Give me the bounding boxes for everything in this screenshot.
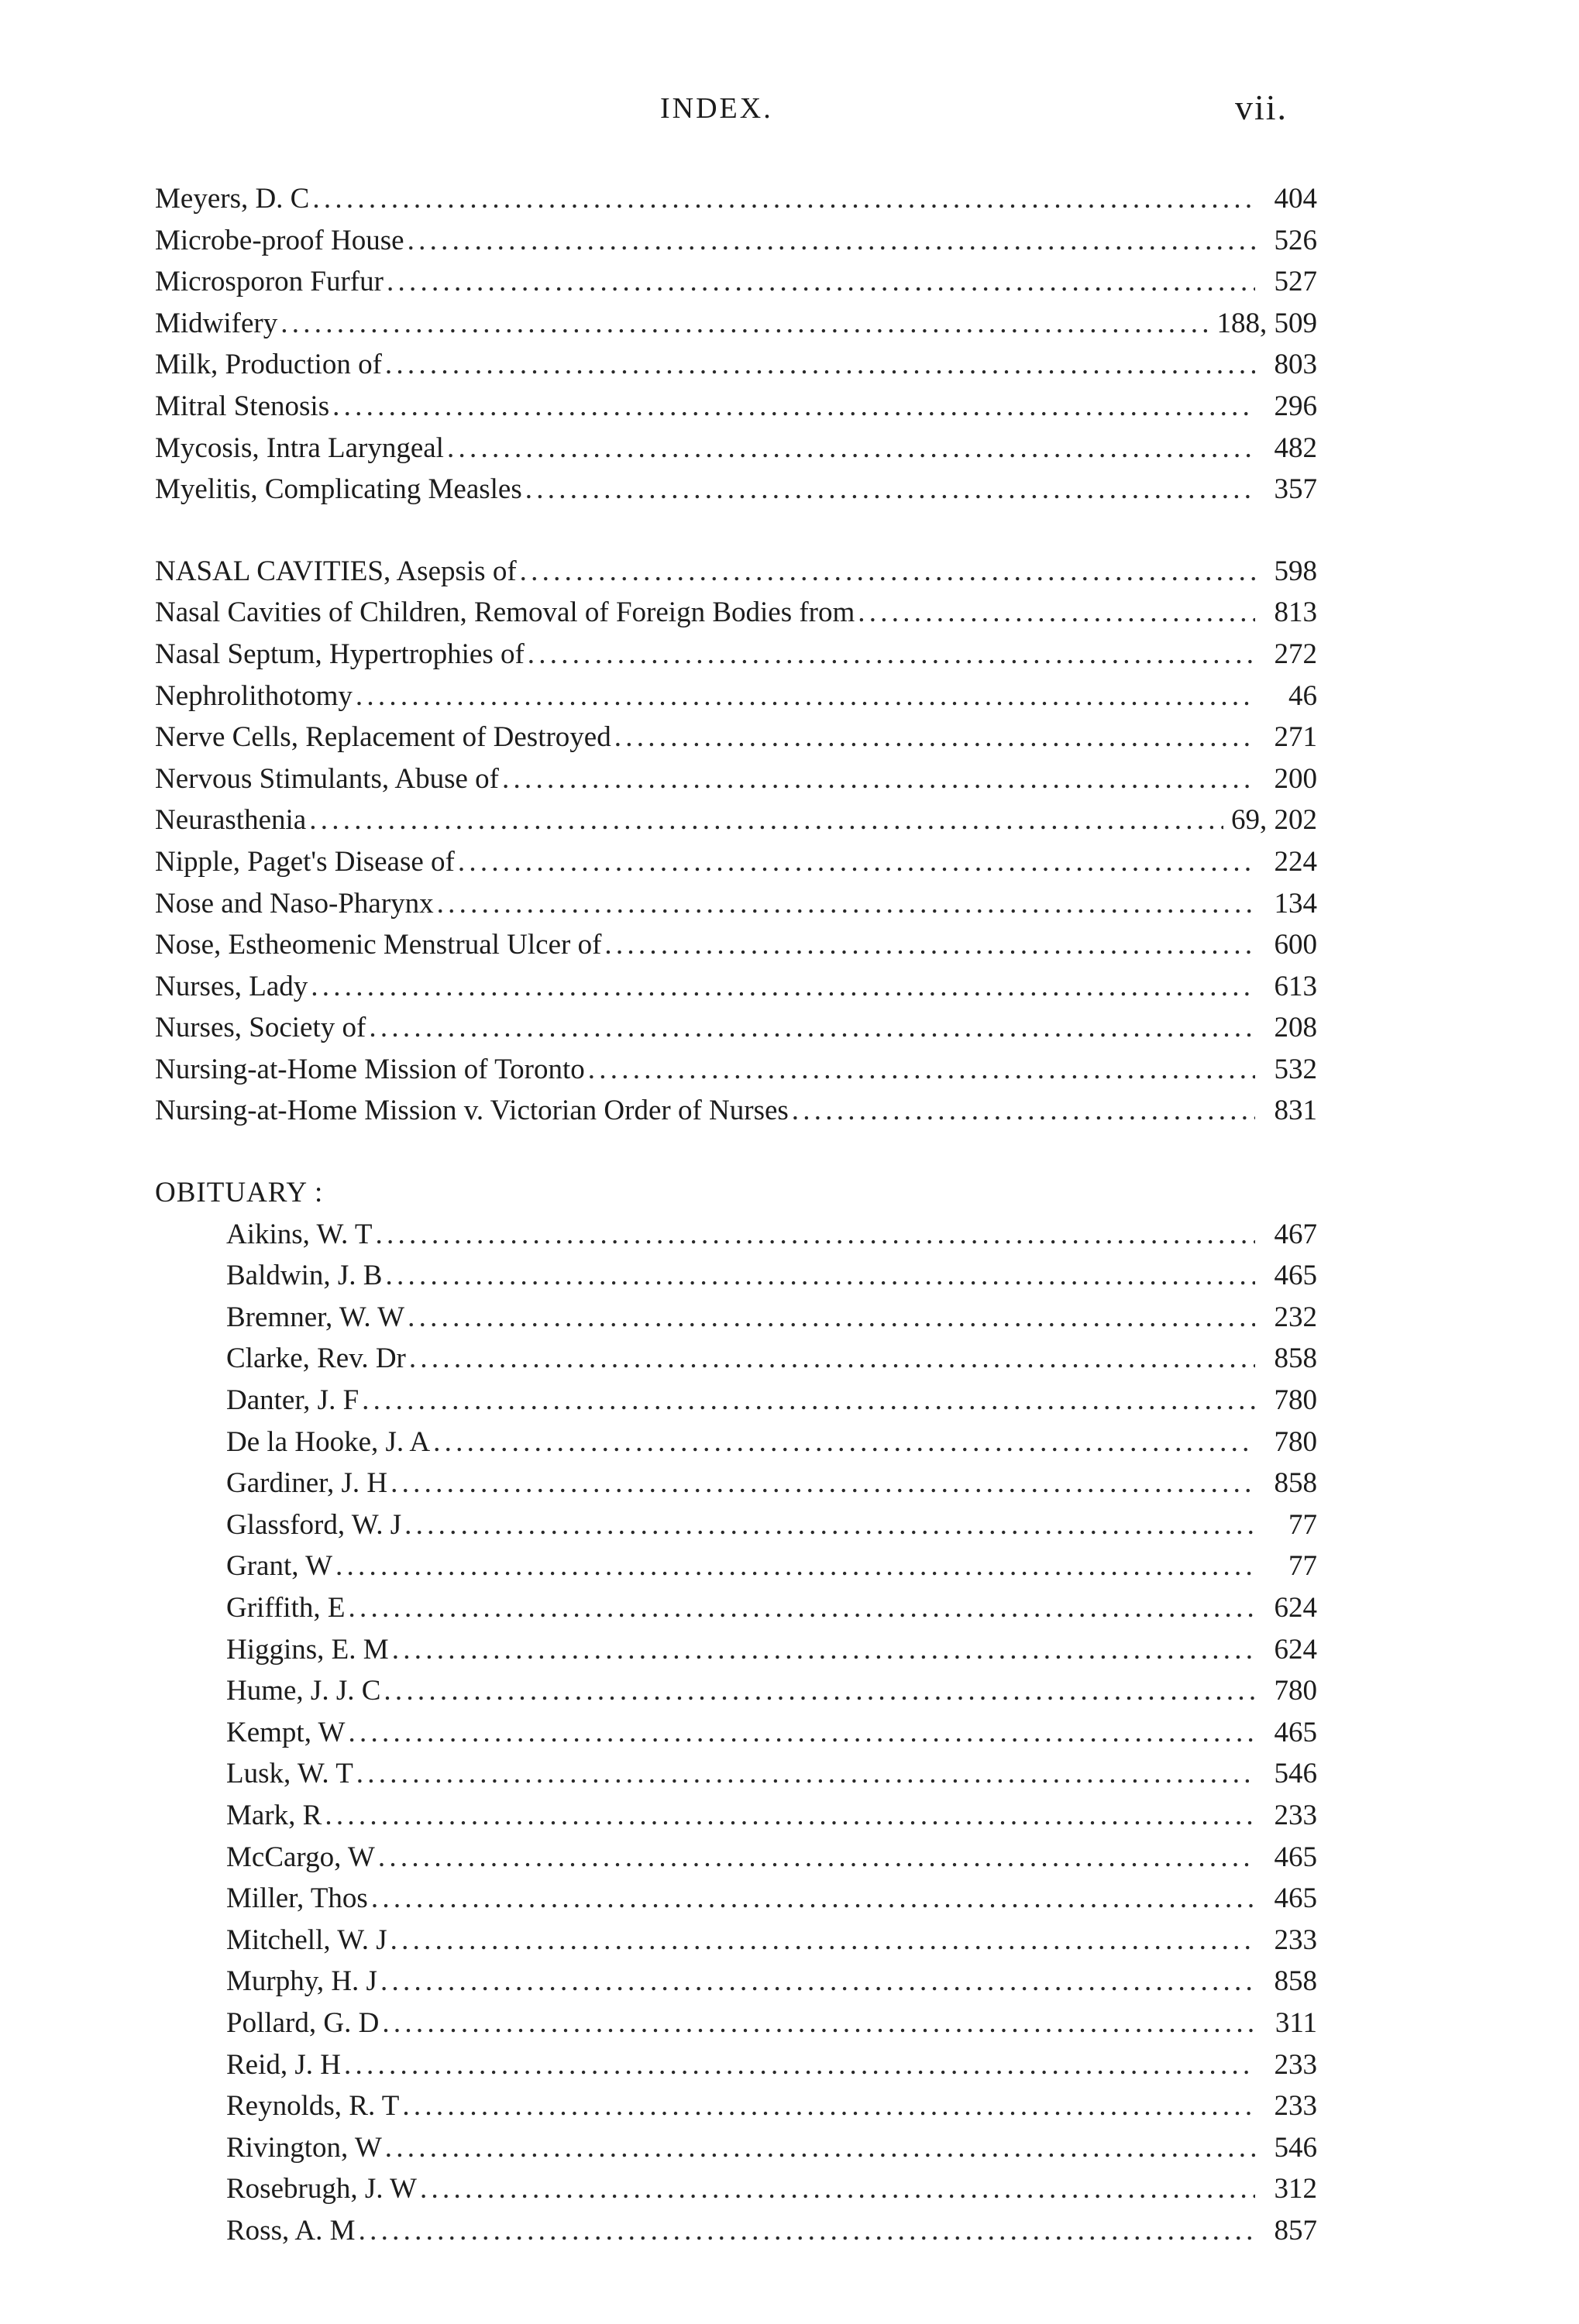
- entry-label: Nerve Cells, Replacement of Destroyed: [155, 721, 611, 754]
- entry-page-ref: 233: [1274, 1799, 1317, 1831]
- entry-label: Pollard, G. D: [226, 2006, 380, 2039]
- entry-label: Nose and Naso-Pharynx: [155, 887, 434, 920]
- index-entry: [155, 634, 1317, 676]
- entry-label: Mitral Stenosis: [155, 390, 330, 422]
- entry-page-ref: 232: [1274, 1301, 1317, 1333]
- index-entry: [155, 178, 1317, 220]
- index-entry: [155, 2044, 1317, 2086]
- index-entry: [155, 2127, 1317, 2169]
- entry-page-ref: 532: [1274, 1053, 1317, 1085]
- entry-page-ref: 613: [1274, 970, 1317, 1002]
- entry-label: Nephrolithotomy: [155, 679, 353, 712]
- entry-label: Murphy, H. J: [226, 1965, 377, 1998]
- dot-leader: [792, 1090, 1255, 1132]
- index-entry: [155, 758, 1317, 800]
- dot-leader: [387, 261, 1255, 303]
- entry-page-ref: 224: [1274, 845, 1317, 878]
- dot-leader: [375, 1214, 1255, 1256]
- dot-leader: [604, 924, 1255, 966]
- entry-page-ref: 465: [1274, 1882, 1317, 1915]
- entry-label: Nurses, Lady: [155, 970, 308, 1002]
- index-entry: [155, 1712, 1317, 1754]
- entry-label: Baldwin, J. B: [226, 1260, 383, 1292]
- dot-leader: [369, 1007, 1255, 1049]
- entry-page-ref: 311: [1275, 2006, 1317, 2039]
- dot-leader: [344, 2044, 1255, 2086]
- dot-leader: [384, 1670, 1255, 1712]
- entry-label: Aikins, W. T: [226, 1218, 373, 1250]
- dot-leader: [420, 2168, 1255, 2210]
- entry-label: Reid, J. H: [226, 2048, 341, 2081]
- entry-page-ref: 404: [1274, 183, 1317, 215]
- index-entry: [155, 386, 1317, 428]
- entry-page-ref: 134: [1274, 887, 1317, 920]
- index-entry: [155, 1629, 1317, 1671]
- entry-label: Higgins, E. M: [226, 1633, 389, 1666]
- index-entry: [155, 1961, 1317, 2003]
- entry-page-ref: 465: [1274, 1716, 1317, 1748]
- dot-leader: [348, 1587, 1255, 1629]
- dot-leader: [378, 1837, 1255, 1879]
- index-section-obituary: [155, 1172, 1317, 2251]
- dot-leader: [502, 758, 1255, 800]
- index-entry: [155, 303, 1317, 345]
- entry-page-ref: 188, 509: [1216, 307, 1317, 339]
- entry-page-ref: 482: [1274, 431, 1317, 464]
- entry-page-ref: 233: [1274, 2090, 1317, 2123]
- entry-page-ref: 527: [1274, 266, 1317, 298]
- entry-page-ref: 858: [1274, 1965, 1317, 1998]
- dot-leader: [390, 1920, 1255, 1961]
- dot-leader: [614, 717, 1255, 758]
- entry-page-ref: 312: [1274, 2173, 1317, 2205]
- index-entry: [155, 1297, 1317, 1339]
- index-entry: [155, 1753, 1317, 1795]
- dot-leader: [385, 1255, 1255, 1297]
- entry-page-ref: 526: [1274, 224, 1317, 256]
- index-entry: [155, 883, 1317, 925]
- entry-page-ref: 831: [1274, 1095, 1317, 1127]
- entry-label: Griffith, E: [226, 1592, 346, 1624]
- entry-label: Myelitis, Complicating Measles: [155, 473, 522, 506]
- entry-label: Ross, A. M: [226, 2214, 356, 2247]
- entry-page-ref: 46: [1288, 679, 1317, 712]
- index-entry: [155, 1338, 1317, 1380]
- index-entry: [155, 344, 1317, 386]
- index-entry: [155, 2168, 1317, 2210]
- index-entry: [155, 1463, 1317, 1504]
- entry-page-ref: 624: [1274, 1592, 1317, 1624]
- entry-label: Miller, Thos: [226, 1882, 368, 1915]
- entry-label: Mark, R: [226, 1799, 322, 1831]
- entry-label: Nipple, Paget's Disease of: [155, 845, 455, 878]
- entry-page-ref: 624: [1274, 1633, 1317, 1666]
- entry-label: Meyers, D. C: [155, 183, 310, 215]
- entry-page-ref: 546: [1274, 1758, 1317, 1790]
- entry-label: Kempt, W: [226, 1716, 346, 1748]
- entry-label: Danter, J. F: [226, 1384, 359, 1417]
- entry-label: Midwifery: [155, 307, 278, 339]
- index-entry: [155, 841, 1317, 883]
- index-entry: [155, 469, 1317, 511]
- entry-page-ref: 857: [1274, 2214, 1317, 2247]
- entry-label: Mitchell, W. J: [226, 1923, 387, 1956]
- entry-label: Neurasthenia: [155, 804, 307, 837]
- entry-page-ref: 271: [1274, 721, 1317, 754]
- dot-leader: [433, 1422, 1255, 1463]
- index-body: [155, 178, 1317, 2252]
- index-entry: [155, 2210, 1317, 2252]
- entry-label: McCargo, W: [226, 1841, 375, 1873]
- dot-leader: [408, 1297, 1255, 1339]
- index-entry: [155, 1795, 1317, 1837]
- index-entry: [155, 1920, 1317, 1961]
- dot-leader: [359, 2210, 1255, 2252]
- index-entry: [155, 2085, 1317, 2127]
- dot-leader: [392, 1629, 1255, 1671]
- obituary-heading: OBITUARY :: [155, 1177, 324, 1209]
- entry-page-ref: 813: [1274, 596, 1317, 629]
- entry-page-ref: 77: [1288, 1550, 1317, 1583]
- index-entry: [155, 1422, 1317, 1463]
- dot-leader: [332, 386, 1255, 428]
- entry-label: Milk, Production of: [155, 349, 382, 381]
- entry-page-ref: 357: [1274, 473, 1317, 506]
- entry-label: Nurses, Society of: [155, 1012, 366, 1044]
- entry-label: Nasal Septum, Hypertrophies of: [155, 638, 525, 670]
- index-entry: [155, 1380, 1317, 1422]
- dot-leader: [382, 2003, 1255, 2044]
- entry-label: Bremner, W. W: [226, 1301, 405, 1333]
- index-entry: [155, 1255, 1317, 1297]
- entry-page-ref: 77: [1288, 1508, 1317, 1541]
- dot-leader: [380, 1961, 1255, 2003]
- entry-page-ref: 858: [1274, 1467, 1317, 1500]
- dot-leader: [528, 634, 1255, 676]
- running-title: INDEX.: [660, 92, 773, 125]
- dot-leader: [280, 303, 1209, 345]
- dot-leader: [356, 676, 1255, 717]
- index-entry: [155, 1545, 1317, 1587]
- dot-leader: [335, 1545, 1255, 1587]
- entry-page-ref: 803: [1274, 349, 1317, 381]
- entry-label: De la Hooke, J. A: [226, 1425, 431, 1458]
- entry-label: Rosebrugh, J. W: [226, 2173, 417, 2205]
- entry-label: Mycosis, Intra Laryngeal: [155, 431, 444, 464]
- entry-page-ref: 69, 202: [1231, 804, 1317, 837]
- entry-label: Microsporon Furfur: [155, 266, 384, 298]
- dot-leader: [371, 1878, 1255, 1920]
- index-section-n: [155, 551, 1317, 1132]
- dot-leader: [409, 1338, 1255, 1380]
- dot-leader: [408, 220, 1255, 262]
- dot-leader: [437, 883, 1255, 925]
- index-entry: [155, 966, 1317, 1008]
- entry-label: Nursing-at-Home Mission of Toronto: [155, 1053, 585, 1085]
- dot-leader: [520, 551, 1255, 593]
- entry-label: Gardiner, J. H: [226, 1467, 388, 1500]
- index-entry: [155, 1049, 1317, 1091]
- dot-leader: [385, 2127, 1255, 2169]
- entry-page-ref: 600: [1274, 929, 1317, 961]
- entry-page-ref: 780: [1274, 1675, 1317, 1707]
- index-entry: [155, 1090, 1317, 1132]
- entry-page-ref: 598: [1274, 555, 1317, 587]
- dot-leader: [402, 2085, 1255, 2127]
- dot-leader: [311, 966, 1255, 1008]
- entry-page-ref: 272: [1274, 638, 1317, 670]
- entry-label: NASAL CAVITIES, Asepsis of: [155, 555, 517, 587]
- index-entry: [155, 2003, 1317, 2044]
- entry-label: Microbe-proof House: [155, 224, 404, 256]
- dot-leader: [588, 1049, 1255, 1091]
- index-entry: [155, 1587, 1317, 1629]
- entry-label: Grant, W: [226, 1550, 332, 1583]
- dot-leader: [385, 344, 1255, 386]
- dot-leader: [525, 469, 1255, 511]
- index-entry: [155, 428, 1317, 469]
- dot-leader: [390, 1463, 1255, 1504]
- index-section-m: [155, 178, 1317, 511]
- dot-leader: [309, 799, 1223, 841]
- page-header: [0, 88, 1579, 138]
- entry-page-ref: 465: [1274, 1841, 1317, 1873]
- index-entry: [155, 1670, 1317, 1712]
- entry-label: Nursing-at-Home Mission v. Victorian Order of Nurses: [155, 1095, 789, 1127]
- page-number: vii.: [1235, 88, 1288, 127]
- index-entry: [155, 1007, 1317, 1049]
- index-entry: [155, 1837, 1317, 1879]
- index-entry: [155, 261, 1317, 303]
- entry-label: Glassford, W. J: [226, 1508, 402, 1541]
- entry-page-ref: 233: [1274, 2048, 1317, 2081]
- dot-leader: [858, 592, 1255, 634]
- index-entry: [155, 676, 1317, 717]
- dot-leader: [348, 1712, 1255, 1754]
- entry-label: Nose, Estheomenic Menstrual Ulcer of: [155, 929, 602, 961]
- entry-label: Reynolds, R. T: [226, 2090, 400, 2123]
- dot-leader: [404, 1504, 1255, 1546]
- entry-page-ref: 233: [1274, 1923, 1317, 1956]
- dot-leader: [325, 1795, 1255, 1837]
- index-entry: [155, 717, 1317, 758]
- index-entry: [155, 1878, 1317, 1920]
- entry-page-ref: 546: [1274, 2131, 1317, 2164]
- entry-page-ref: 200: [1274, 762, 1317, 795]
- entry-label: Nasal Cavities of Children, Removal of Foreign Bodies from: [155, 596, 855, 629]
- entry-page-ref: 467: [1274, 1218, 1317, 1250]
- entry-page-ref: 465: [1274, 1260, 1317, 1292]
- entry-label: Rivington, W: [226, 2131, 382, 2164]
- entry-label: Nervous Stimulants, Abuse of: [155, 762, 499, 795]
- dot-leader: [458, 841, 1255, 883]
- index-entry: [155, 1214, 1317, 1256]
- entry-page-ref: 296: [1274, 390, 1317, 422]
- entry-label: Lusk, W. T: [226, 1758, 353, 1790]
- dot-leader: [356, 1753, 1255, 1795]
- dot-leader: [362, 1380, 1255, 1422]
- index-entry: [155, 1504, 1317, 1546]
- entry-page-ref: 858: [1274, 1342, 1317, 1375]
- dot-leader: [312, 178, 1255, 220]
- entry-label: Clarke, Rev. Dr: [226, 1342, 406, 1375]
- index-entry: [155, 220, 1317, 262]
- entry-label: Hume, J. J. C: [226, 1675, 381, 1707]
- entry-page-ref: 780: [1274, 1384, 1317, 1417]
- entry-page-ref: 208: [1274, 1012, 1317, 1044]
- index-entry: [155, 924, 1317, 966]
- index-entry: [155, 551, 1317, 593]
- entry-page-ref: 780: [1274, 1425, 1317, 1458]
- index-entry: [155, 592, 1317, 634]
- obituary-entries: [155, 1214, 1317, 2252]
- index-entry: [155, 799, 1317, 841]
- dot-leader: [447, 428, 1255, 469]
